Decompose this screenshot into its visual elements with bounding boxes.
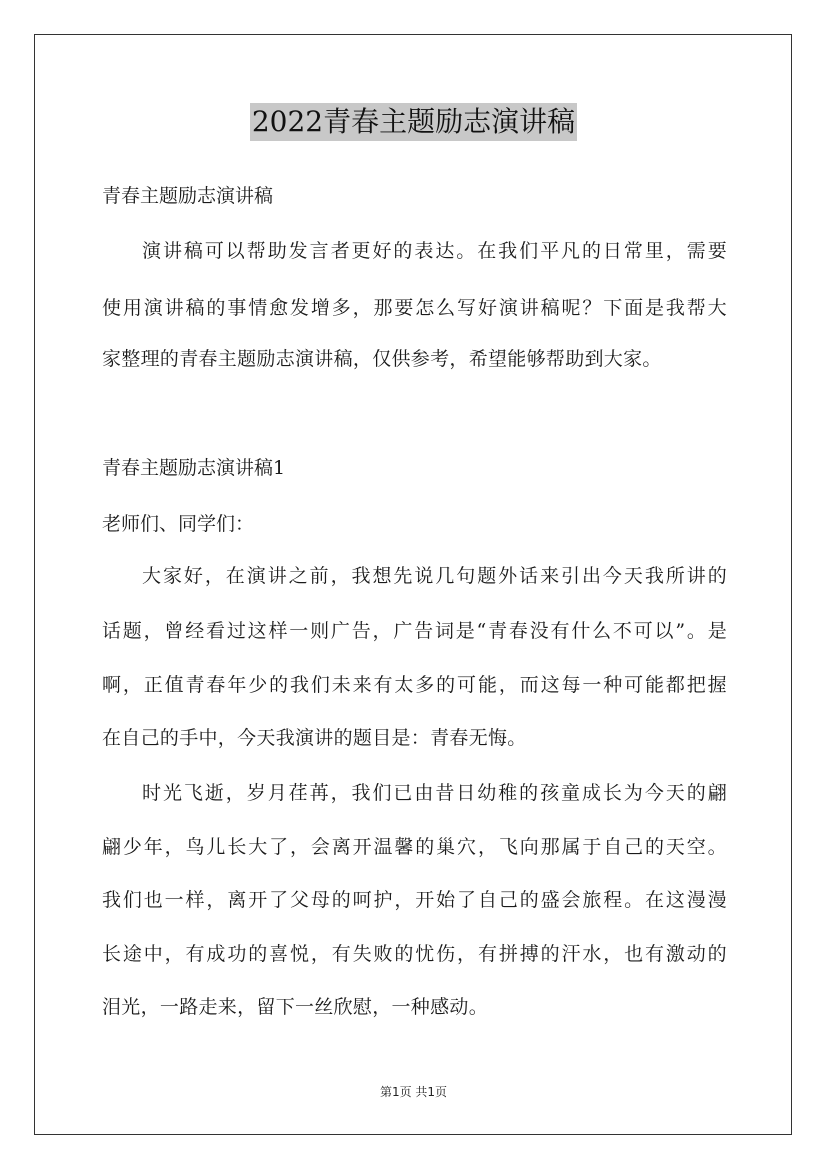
para2-line-4: 长途中，有成功的喜悦，有失败的忧伤，有拼搏的汗水，也有激动的 — [102, 943, 727, 965]
document-title: 2022青春主题励志演讲稿 — [250, 103, 577, 141]
para1-line-3: 啊，正值青春年少的我们未来有太多的可能，而这每一种可能都把握 — [102, 674, 727, 696]
para2-line-5: 泪光，一路走来，留下一丝欣慰，一种感动。 — [102, 996, 489, 1018]
para2-line-1: 时光飞逝，岁月荏苒，我们已由昔日幼稚的孩童成长为今天的翩 — [142, 782, 727, 804]
page-footer: 第1页 共1页 — [379, 1085, 448, 1099]
salutation: 老师们、同学们： — [102, 513, 255, 535]
section-heading: 青春主题励志演讲稿1 — [102, 457, 286, 479]
intro-line-2: 使用演讲稿的事情愈发增多，那要怎么写好演讲稿呢？下面是我帮大 — [102, 297, 727, 319]
intro-line-3: 家整理的青春主题励志演讲稿，仅供参考，希望能够帮助到大家。 — [102, 348, 662, 370]
para1-line-1: 大家好，在演讲之前，我想先说几句题外话来引出今天我所讲的 — [142, 565, 727, 587]
para2-line-2: 翩少年，鸟儿长大了，会离开温馨的巢穴，飞向那属于自己的天空。 — [102, 836, 727, 858]
para1-line-2: 话题，曾经看过这样一则广告，广告词是“青春没有什么不可以”。是 — [102, 620, 727, 642]
document-subtitle: 青春主题励志演讲稿 — [102, 185, 274, 207]
para1-line-4: 在自己的手中，今天我演讲的题目是：青春无悔。 — [102, 727, 527, 749]
title-container — [0, 103, 827, 141]
intro-line-1: 演讲稿可以帮助发言者更好的表达。在我们平凡的日常里，需要 — [142, 240, 727, 262]
para2-line-3: 我们也一样，离开了父母的呵护，开始了自己的盛会旅程。在这漫漫 — [102, 889, 727, 911]
